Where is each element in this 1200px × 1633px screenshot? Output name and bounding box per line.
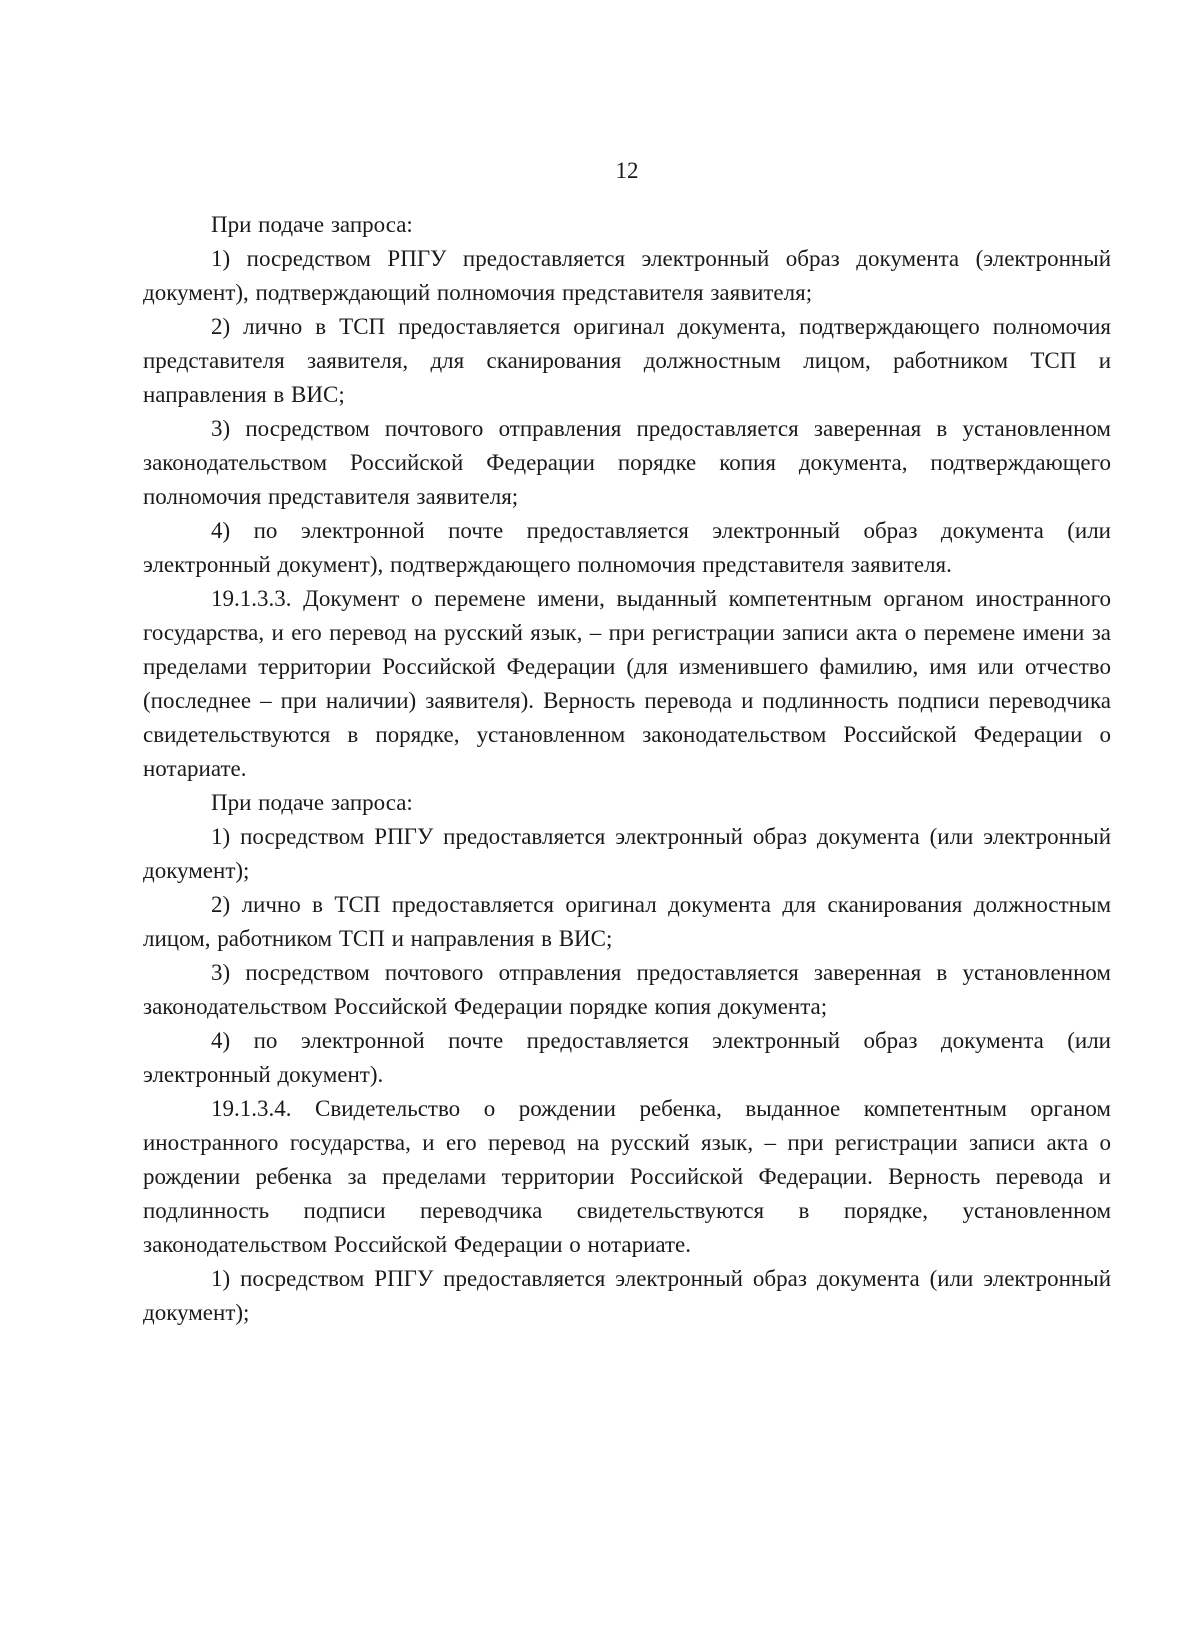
paragraph-item-email: 4) по электронной почте предоставляется электронный образ документа (или электронный документ).	[143, 1028, 1111, 1087]
paragraph-request-intro: При подаче запроса:	[211, 212, 413, 237]
paragraph-item-rpgu: 1) посредством РПГУ предоставляется электронный образ документа (или электронный документ);	[143, 1266, 1111, 1325]
paragraph-item-post: 3) посредством почтового отправления предоставляется заверенная в установленном законодательством Российской Федерации порядке копия документа, подтверждающего полномочия представителя заявителя;	[143, 416, 1111, 509]
paragraph-section-19-1-3-3: 19.1.3.3. Документ о перемене имени, выданный компетентным органом иностранного государства, и его перевод на русский язык, – при регистрации записи акта о перемене имени за пределами территории Российской Федерации (для изменившего фамилию, имя или отчество (последнее – при наличии) заявителя). Верность перевода и подлинность подписи переводчика свидетельствуются в порядке, установленном законодательством Российской Федерации о нотариате.	[143, 586, 1111, 781]
paragraph-item-email: 4) по электронной почте предоставляется электронный образ документа (или электронный документ), подтверждающего полномочия представителя заявителя.	[143, 518, 1111, 577]
paragraph-item-tsp: 2) лично в ТСП предоставляется оригинал документа, подтверждающего полномочия представителя заявителя, для сканирования должностным лицом, работником ТСП и направления в ВИС;	[143, 314, 1111, 407]
paragraph-section-19-1-3-4: 19.1.3.4. Свидетельство о рождении ребенка, выданное компетентным органом иностранного государства, и его перевод на русский язык, – при регистрации записи акта о рождении ребенка за пределами территории Российской Федерации. Верность перевода и подлинность подписи переводчика свидетельствуются в порядке, установленном законодательством Российской Федерации о нотариате.	[143, 1096, 1111, 1257]
document-body	[143, 208, 1111, 1330]
paragraph-item-tsp: 2) лично в ТСП предоставляется оригинал документа для сканирования должностным лицом, работником ТСП и направления в ВИС;	[143, 892, 1111, 951]
page-number: 12	[615, 158, 639, 183]
paragraph-item-rpgu: 1) посредством РПГУ предоставляется электронный образ документа (или электронный документ);	[143, 824, 1111, 883]
paragraph-item-rpgu: 1) посредством РПГУ предоставляется электронный образ документа (электронный документ), подтверждающий полномочия представителя заявителя;	[143, 246, 1111, 305]
paragraph-request-intro: При подаче запроса:	[211, 790, 413, 815]
paragraph-item-post: 3) посредством почтового отправления предоставляется заверенная в установленном законодательством Российской Федерации порядке копия документа;	[143, 960, 1111, 1019]
